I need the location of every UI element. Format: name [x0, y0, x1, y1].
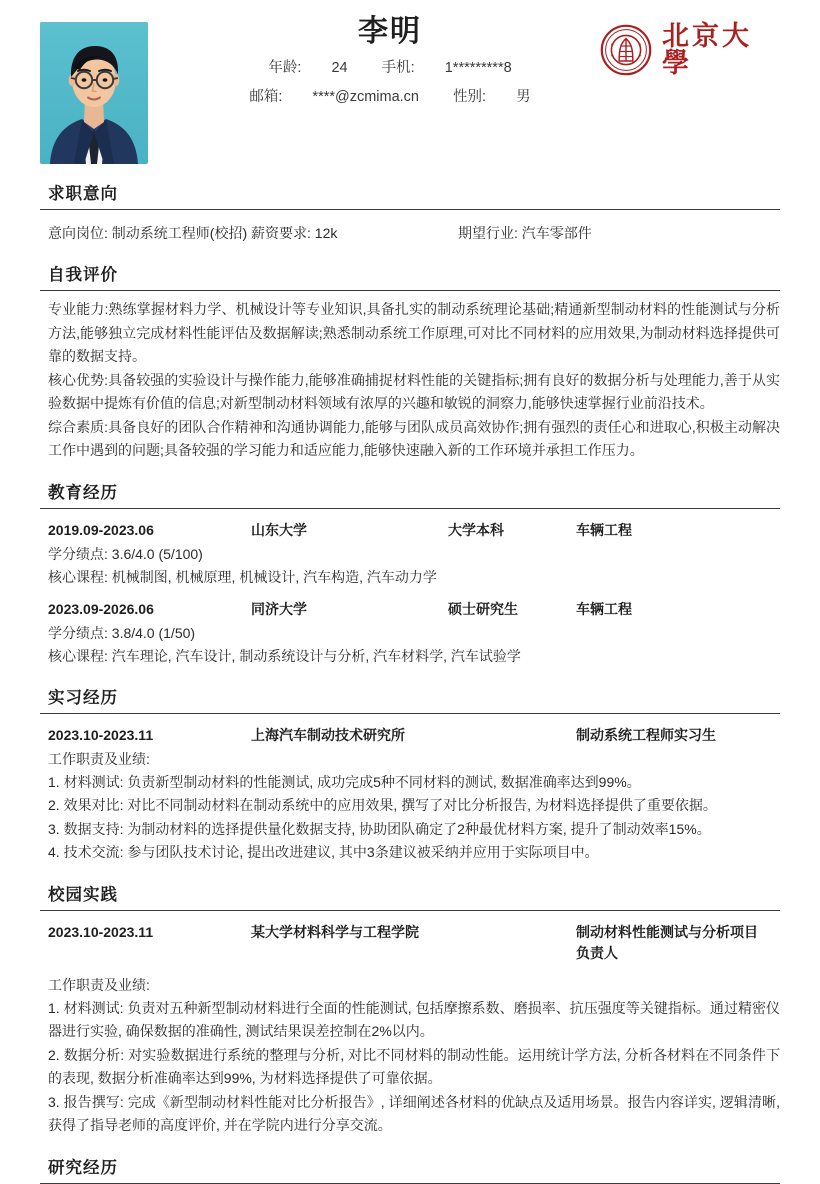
industry-value: 汽车零部件: [521, 225, 592, 241]
self-evaluation-body: [40, 291, 780, 467]
section-title-research: 研究经历: [48, 1158, 118, 1177]
education-courses: 核心课程: 机械制图, 机械原理, 机械设计, 汽车构造, 汽车动力学: [48, 568, 437, 585]
education-entry-body: [48, 543, 780, 589]
internship-entry-header: [48, 725, 780, 746]
education-school: 同济大学: [251, 600, 307, 617]
self-eval-paragraph: 综合素质:具备良好的团队合作精神和沟通协调能力,能够与团队成员高效协作;拥有强烈的责任心和进取心,积极主动解决工作中遇到的问题;具备较强的学习能力和适应能力,能够快速融入新的工作环境并承担工作压力。: [48, 418, 780, 458]
job-intention-body: [40, 210, 780, 249]
university-logo: [600, 22, 780, 78]
phone-label: 手机:: [381, 60, 415, 76]
section-divider: [40, 1183, 780, 1184]
section-campus-practice: [40, 875, 780, 1142]
education-body: [40, 509, 780, 672]
expected-industry: [458, 221, 780, 245]
duty-label: 工作职责及业绩:: [48, 750, 150, 767]
internship-bullet: 1. 材料测试: 负责新型制动材料的性能测试, 成功完成5种不同材料的测试, 数据准确率达到99%。: [48, 773, 641, 790]
internship-body: [40, 714, 780, 869]
education-major: 车辆工程: [576, 600, 632, 617]
job-intention-row: [48, 217, 780, 245]
section-title-job-intention: 求职意向: [48, 185, 118, 203]
peking-university-seal-icon: [600, 24, 652, 76]
section-title-internship: 实习经历: [48, 688, 118, 707]
internship-bullet: 4. 技术交流: 参与团队技术讨论, 提出改进建议, 其中3条建议被采纳并应用于实际项目中。: [48, 844, 599, 860]
self-eval-paragraph: 核心优势:具备较强的实验设计与操作能力,能够准确捕捉材料性能的关键指标;拥有良好的数据分析与处理能力,善于从实验数据中提炼有价值的信息;对新型制动材料领域有浓厚的兴趣和敏锐的洞察力,能够快速掌握行业前沿技术。: [48, 371, 780, 411]
duty-label: 工作职责及业绩:: [48, 976, 150, 993]
section-education: [40, 473, 780, 672]
email-label: 邮箱:: [249, 89, 283, 105]
section-title-campus-practice: 校园实践: [48, 885, 118, 904]
section-job-intention: [40, 174, 780, 249]
internship-organization: 上海汽车制动技术研究所: [251, 726, 405, 743]
phone-value: 1*********8: [444, 60, 512, 76]
campus-practice-bullet: 1. 材料测试: 负责对五种新型制动材料进行全面的性能测试, 包括摩擦系数、磨损率、抗压强度等关键指标。通过精密仪器进行实验, 确保数据的准确性, 测试结果误差控制在2%以内。: [48, 999, 780, 1039]
section-research: [40, 1148, 780, 1184]
internship-bullet: 3. 数据支持: 为制动材料的选择提供量化数据支持, 协助团队确定了2种最优材料方案, 提升了制动效率15%。: [48, 820, 711, 837]
education-date: 2023.09-2026.06: [48, 600, 154, 617]
education-entry-header: [48, 599, 780, 620]
section-self-evaluation: [40, 255, 780, 467]
university-name: 北京大學: [662, 21, 752, 79]
campus-practice-entry: [48, 922, 780, 1138]
internship-role: 制动系统工程师实习生: [576, 726, 716, 743]
resume-header: [40, 0, 780, 168]
internship-entry: [48, 725, 780, 865]
section-internship: [40, 678, 780, 869]
section-title-education: 教育经历: [48, 483, 118, 502]
campus-practice-body: [40, 911, 780, 1142]
age-label: 年龄:: [268, 60, 302, 76]
internship-bullet: 2. 效果对比: 对比不同制动材料在制动系统中的应用效果, 撰写了对比分析报告, 为材料选择提供了重要依据。: [48, 797, 717, 813]
campus-practice-entry-body: [48, 966, 780, 1138]
education-gpa: 学分绩点: 3.6/4.0 (5/100): [48, 545, 203, 562]
education-school: 山东大学: [251, 521, 307, 538]
position-and-salary: [48, 221, 458, 245]
position-value: 制动系统工程师(校招): [111, 225, 248, 241]
section-title-self-evaluation: 自我评价: [48, 266, 118, 284]
self-eval-paragraph: 专业能力:熟练掌握材料力学、机械设计等专业知识,具备扎实的制动系统理论基础;精通新型制动材料的性能测试与分析方法,能够独立完成材料性能评估及数据解读;熟悉制动系统工作原理,可对比不同材料的应用效果,为制动材料选择提供可靠的数据支持。: [48, 301, 780, 364]
education-entry-body: [48, 622, 780, 668]
identity-block: [190, 10, 590, 112]
contact-row-1: [190, 54, 590, 83]
email-value: ****@zcmima.cn: [312, 89, 419, 105]
education-entry: [48, 520, 780, 589]
profile-photo: [40, 22, 148, 164]
education-gpa: 学分绩点: 3.8/4.0 (1/50): [48, 624, 196, 641]
internship-entry-body: [48, 748, 780, 865]
education-major: 车辆工程: [576, 521, 632, 538]
campus-practice-role: 制动材料性能测试与分析项目负责人: [576, 923, 758, 961]
salary-label: 薪资要求:: [251, 225, 311, 241]
spacer: [48, 966, 780, 974]
campus-practice-bullet: 2. 数据分析: 对实验数据进行系统的整理与分析, 对比不同材料的制动性能。运用统计学方法, 分析各材料在不同条件下的表现, 数据分析准确率达到99%, 为材料选择提供了可靠依据。: [48, 1046, 780, 1086]
position-label: 意向岗位:: [48, 225, 108, 241]
campus-practice-organization: 某大学材料科学与工程学院: [251, 923, 419, 940]
campus-practice-date: 2023.10-2023.11: [48, 923, 154, 940]
education-entry: [48, 599, 780, 668]
education-entry-header: [48, 520, 780, 541]
internship-date: 2023.10-2023.11: [48, 726, 154, 743]
contact-row-2: [190, 83, 590, 112]
campus-practice-entry-header: [48, 922, 780, 964]
campus-practice-bullet: 3. 报告撰写: 完成《新型制动材料性能对比分析报告》, 详细阐述各材料的优缺点及适用场景。报告内容详实, 逻辑清晰, 获得了指导老师的高度评价, 并在学院内进行分享交流。: [48, 1093, 780, 1133]
gender-value: 男: [516, 89, 531, 105]
industry-label: 期望行业:: [458, 225, 518, 241]
salary-value: 12k: [314, 225, 338, 241]
gender-label: 性别:: [453, 89, 487, 105]
education-date: 2019.09-2023.06: [48, 521, 154, 538]
age-value: 24: [331, 60, 348, 76]
education-degree: 硕士研究生: [448, 600, 518, 617]
candidate-name: 李明: [358, 15, 422, 48]
education-courses: 核心课程: 汽车理论, 汽车设计, 制动系统设计与分析, 汽车材料学, 汽车试验学: [48, 647, 521, 664]
education-degree: 大学本科: [448, 521, 504, 538]
